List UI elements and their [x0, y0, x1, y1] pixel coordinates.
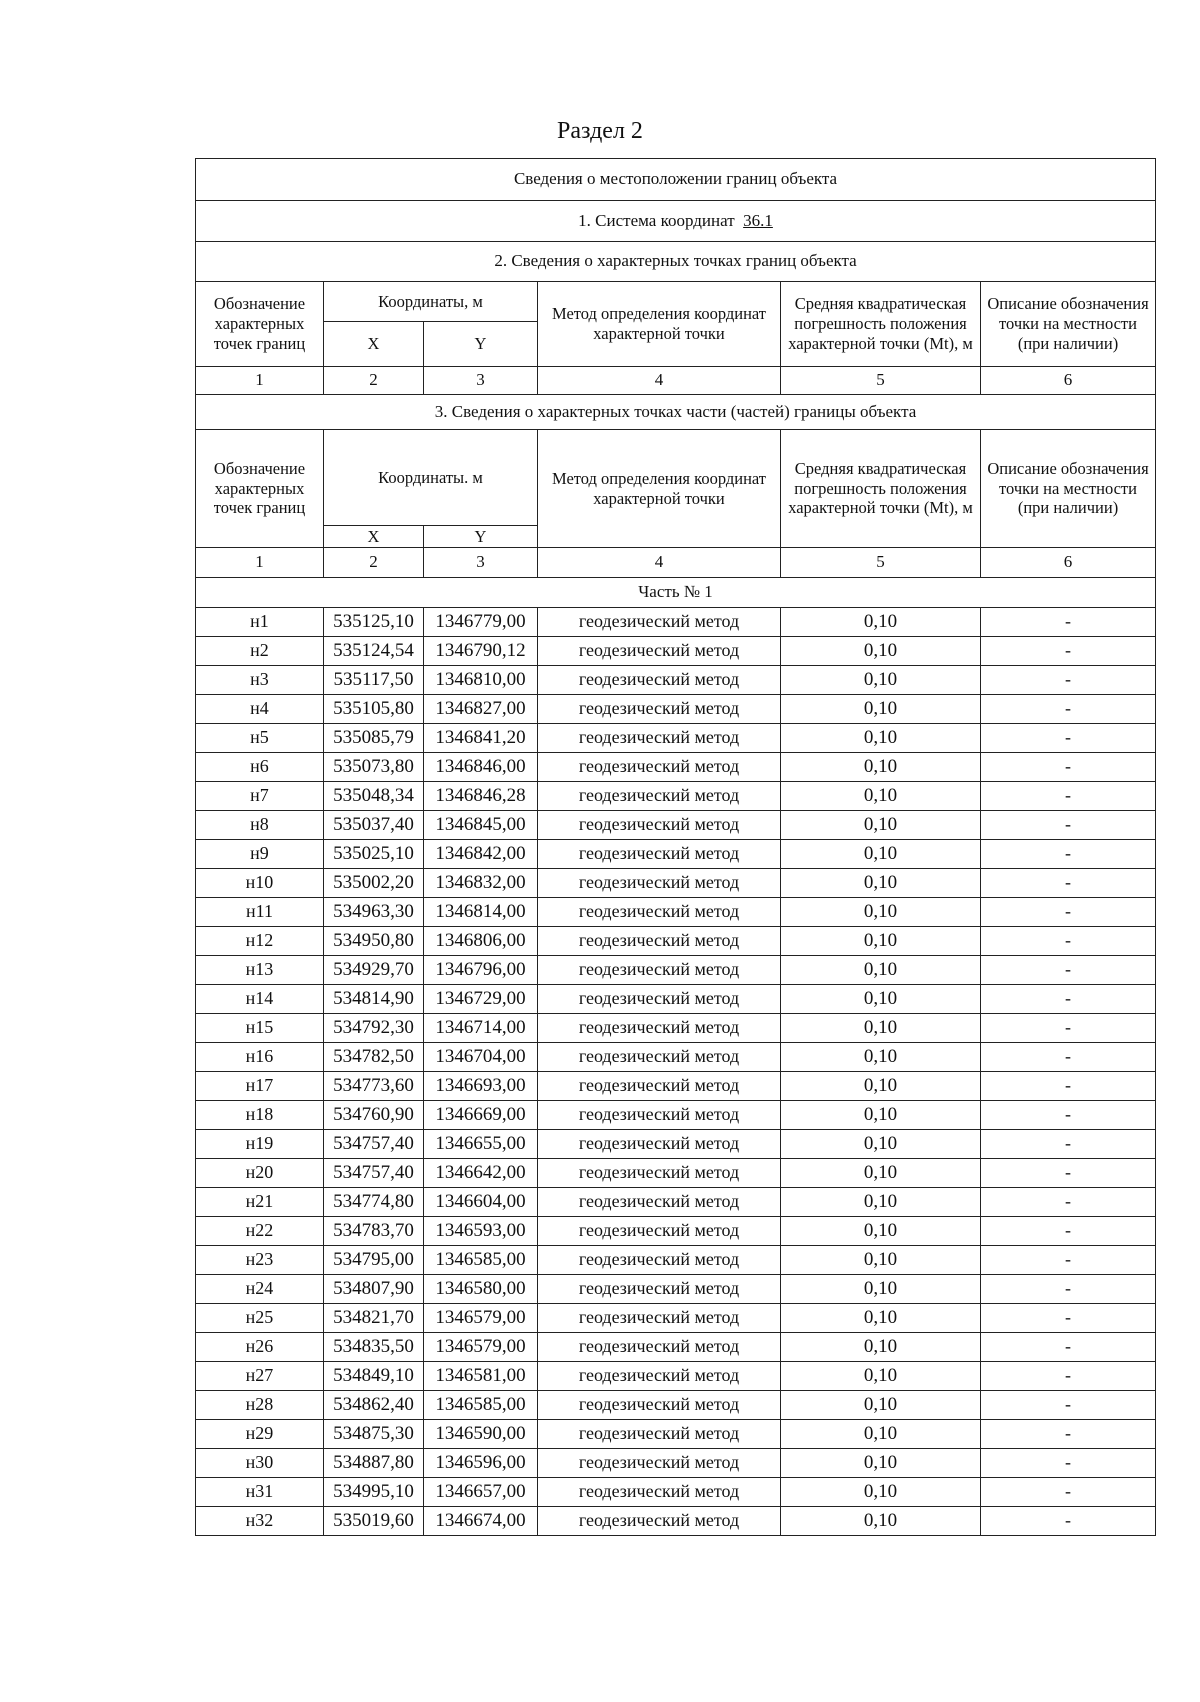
mt-value: 0,10: [781, 1449, 981, 1478]
mt-value: 0,10: [781, 1420, 981, 1449]
col-number: 6: [981, 367, 1156, 395]
description: -: [981, 695, 1156, 724]
table-row: [196, 1188, 1156, 1217]
col-number: 3: [424, 367, 538, 395]
description: -: [981, 637, 1156, 666]
point-id: н1: [196, 608, 324, 637]
point-id: н26: [196, 1333, 324, 1362]
coord-y: 1346596,00: [424, 1449, 538, 1478]
coord-y: 1346846,28: [424, 782, 538, 811]
coord-x: 534760,90: [324, 1101, 424, 1130]
description: -: [981, 1130, 1156, 1159]
table-row: [196, 1014, 1156, 1043]
method: геодезический метод: [538, 1130, 781, 1159]
method: геодезический метод: [538, 1333, 781, 1362]
mt-value: 0,10: [781, 1217, 981, 1246]
coord-y: 1346593,00: [424, 1217, 538, 1246]
description: -: [981, 840, 1156, 869]
coord-y: 1346642,00: [424, 1159, 538, 1188]
coord-x: 534929,70: [324, 956, 424, 985]
mt-value: 0,10: [781, 1130, 981, 1159]
table-row: [196, 927, 1156, 956]
table-row: [196, 1275, 1156, 1304]
mt-value: 0,10: [781, 1246, 981, 1275]
table-row: [196, 1101, 1156, 1130]
coord-y: 1346832,00: [424, 869, 538, 898]
mt-value: 0,10: [781, 927, 981, 956]
coord-y: 1346655,00: [424, 1130, 538, 1159]
point-id: н5: [196, 724, 324, 753]
coord-y: 1346714,00: [424, 1014, 538, 1043]
table-row: [196, 1072, 1156, 1101]
method: геодезический метод: [538, 637, 781, 666]
method: геодезический метод: [538, 1217, 781, 1246]
coord-x: 534835,50: [324, 1333, 424, 1362]
mt-value: 0,10: [781, 1188, 981, 1217]
coord-x: 534773,60: [324, 1072, 424, 1101]
mt-value: 0,10: [781, 1478, 981, 1507]
mt-value: 0,10: [781, 1391, 981, 1420]
point-id: н23: [196, 1246, 324, 1275]
point-id: н7: [196, 782, 324, 811]
table-row: [196, 608, 1156, 637]
table-row: [196, 1362, 1156, 1391]
point-id: н21: [196, 1188, 324, 1217]
coord-y: 1346581,00: [424, 1362, 538, 1391]
method: геодезический метод: [538, 1420, 781, 1449]
description: -: [981, 1246, 1156, 1275]
table-row: [196, 782, 1156, 811]
coord-x: 534995,10: [324, 1478, 424, 1507]
method: геодезический метод: [538, 898, 781, 927]
coord-y: 1346806,00: [424, 927, 538, 956]
coord-x: 534821,70: [324, 1304, 424, 1333]
header1-coords: Координаты, м: [324, 282, 538, 322]
header2-y: Y: [424, 526, 538, 548]
coord-y: 1346729,00: [424, 985, 538, 1014]
method: геодезический метод: [538, 782, 781, 811]
mt-value: 0,10: [781, 956, 981, 985]
header1-y: Y: [424, 322, 538, 367]
col-number: 6: [981, 548, 1156, 578]
description: -: [981, 956, 1156, 985]
table-row: [196, 1217, 1156, 1246]
header2-coords: Координаты. м: [324, 430, 538, 526]
point-id: н2: [196, 637, 324, 666]
coord-x: 534782,50: [324, 1043, 424, 1072]
point-id: н9: [196, 840, 324, 869]
col-number: 5: [781, 548, 981, 578]
col-number: 5: [781, 367, 981, 395]
method: геодезический метод: [538, 1188, 781, 1217]
point-id: н30: [196, 1449, 324, 1478]
method: геодезический метод: [538, 1014, 781, 1043]
table-row: [196, 1507, 1156, 1536]
table-row: [196, 985, 1156, 1014]
table-row: [196, 753, 1156, 782]
description: -: [981, 1449, 1156, 1478]
header2-method: Метод определения координат характерной точки: [538, 430, 781, 548]
coord-x: 534757,40: [324, 1159, 424, 1188]
coord-x: 534849,10: [324, 1362, 424, 1391]
table-row: [196, 869, 1156, 898]
method: геодезический метод: [538, 1478, 781, 1507]
method: геодезический метод: [538, 956, 781, 985]
coord-x: 534875,30: [324, 1420, 424, 1449]
method: геодезический метод: [538, 666, 781, 695]
coord-x: 534814,90: [324, 985, 424, 1014]
coord-x: 535085,79: [324, 724, 424, 753]
coord-system-value: 36.1: [743, 210, 773, 230]
description: -: [981, 1159, 1156, 1188]
table-row: [196, 1304, 1156, 1333]
boundary-table: [195, 158, 1156, 1536]
description: -: [981, 1101, 1156, 1130]
section-title: Раздел 2: [557, 118, 643, 144]
description: -: [981, 1507, 1156, 1536]
description: -: [981, 1420, 1156, 1449]
table-row: [196, 1449, 1156, 1478]
mt-value: 0,10: [781, 608, 981, 637]
coord-y: 1346796,00: [424, 956, 538, 985]
method: геодезический метод: [538, 840, 781, 869]
description: -: [981, 1478, 1156, 1507]
table-row: [196, 956, 1156, 985]
method: геодезический метод: [538, 608, 781, 637]
point-id: н25: [196, 1304, 324, 1333]
coord-y: 1346810,00: [424, 666, 538, 695]
coord-y: 1346779,00: [424, 608, 538, 637]
header2-desc: Описание обозначения точки на местности (при наличии): [981, 430, 1156, 548]
coord-x: 535025,10: [324, 840, 424, 869]
table-title: Сведения о местоположении границ объекта: [196, 159, 1156, 201]
coord-x: 535125,10: [324, 608, 424, 637]
col-number: 3: [424, 548, 538, 578]
table-row: [196, 666, 1156, 695]
coord-x: 534783,70: [324, 1217, 424, 1246]
table-row: [196, 898, 1156, 927]
coord-x: 534807,90: [324, 1275, 424, 1304]
description: -: [981, 1391, 1156, 1420]
method: геодезический метод: [538, 1246, 781, 1275]
table-row: [196, 840, 1156, 869]
coord-y: 1346657,00: [424, 1478, 538, 1507]
method: геодезический метод: [538, 1159, 781, 1188]
description: -: [981, 1188, 1156, 1217]
table-row: [196, 1420, 1156, 1449]
coord-x: 535048,34: [324, 782, 424, 811]
method: геодезический метод: [538, 724, 781, 753]
point-id: н19: [196, 1130, 324, 1159]
table-row: [196, 637, 1156, 666]
coord-y: 1346590,00: [424, 1420, 538, 1449]
mt-value: 0,10: [781, 695, 981, 724]
description: -: [981, 1275, 1156, 1304]
mt-value: 0,10: [781, 1304, 981, 1333]
description: -: [981, 666, 1156, 695]
point-id: н15: [196, 1014, 324, 1043]
description: -: [981, 1333, 1156, 1362]
method: геодезический метод: [538, 1304, 781, 1333]
coord-y: 1346585,00: [424, 1391, 538, 1420]
description: -: [981, 1304, 1156, 1333]
coord-x: 534950,80: [324, 927, 424, 956]
coord-x: 534792,30: [324, 1014, 424, 1043]
mt-value: 0,10: [781, 782, 981, 811]
mt-value: 0,10: [781, 724, 981, 753]
coord-system-row: [196, 201, 1156, 242]
method: геодезический метод: [538, 1391, 781, 1420]
coord-x: 535073,80: [324, 753, 424, 782]
mt-value: 0,10: [781, 666, 981, 695]
header1-x: X: [324, 322, 424, 367]
description: -: [981, 753, 1156, 782]
coord-x: 535037,40: [324, 811, 424, 840]
mt-value: 0,10: [781, 869, 981, 898]
description: -: [981, 1362, 1156, 1391]
point-id: н29: [196, 1420, 324, 1449]
method: геодезический метод: [538, 1043, 781, 1072]
point-id: н6: [196, 753, 324, 782]
header2-x: X: [324, 526, 424, 548]
description: -: [981, 1217, 1156, 1246]
table-row: [196, 724, 1156, 753]
point-id: н8: [196, 811, 324, 840]
point-id: н14: [196, 985, 324, 1014]
table-row: [196, 1159, 1156, 1188]
method: геодезический метод: [538, 1101, 781, 1130]
description: -: [981, 724, 1156, 753]
coord-x: 535019,60: [324, 1507, 424, 1536]
point-id: н27: [196, 1362, 324, 1391]
coord-y: 1346827,00: [424, 695, 538, 724]
description: -: [981, 608, 1156, 637]
table-row: [196, 1246, 1156, 1275]
coord-y: 1346693,00: [424, 1072, 538, 1101]
mt-value: 0,10: [781, 1043, 981, 1072]
coord-y: 1346842,00: [424, 840, 538, 869]
coord-x: 534887,80: [324, 1449, 424, 1478]
coord-y: 1346580,00: [424, 1275, 538, 1304]
header1-method: Метод определения координат характерной точки: [538, 282, 781, 367]
mt-value: 0,10: [781, 898, 981, 927]
table-row: [196, 1478, 1156, 1507]
header1-error: Средняя квадратическая погрешность положения характерной точки (Mt), м: [781, 282, 981, 367]
col-number: 1: [196, 367, 324, 395]
table-row: [196, 1043, 1156, 1072]
coord-x: 534774,80: [324, 1188, 424, 1217]
mt-value: 0,10: [781, 985, 981, 1014]
coord-x: 535105,80: [324, 695, 424, 724]
coord-y: 1346790,12: [424, 637, 538, 666]
coord-x: 534795,00: [324, 1246, 424, 1275]
method: геодезический метод: [538, 1507, 781, 1536]
method: геодезический метод: [538, 1449, 781, 1478]
mt-value: 0,10: [781, 840, 981, 869]
method: геодезический метод: [538, 1362, 781, 1391]
mt-value: 0,10: [781, 637, 981, 666]
section2-title: 2. Сведения о характерных точках границ объекта: [196, 242, 1156, 282]
mt-value: 0,10: [781, 753, 981, 782]
coord-y: 1346579,00: [424, 1304, 538, 1333]
table-row: [196, 1333, 1156, 1362]
description: -: [981, 869, 1156, 898]
part-label: Часть № 1: [196, 578, 1156, 608]
coord-x: 535124,54: [324, 637, 424, 666]
description: -: [981, 782, 1156, 811]
coord-y: 1346604,00: [424, 1188, 538, 1217]
point-id: н22: [196, 1217, 324, 1246]
coord-y: 1346841,20: [424, 724, 538, 753]
coord-y: 1346704,00: [424, 1043, 538, 1072]
header1-desc: Описание обозначения точки на местности (при наличии): [981, 282, 1156, 367]
mt-value: 0,10: [781, 1101, 981, 1130]
mt-value: 0,10: [781, 811, 981, 840]
coord-y: 1346814,00: [424, 898, 538, 927]
col-number: 4: [538, 548, 781, 578]
point-id: н17: [196, 1072, 324, 1101]
point-id: н32: [196, 1507, 324, 1536]
coord-x: 535002,20: [324, 869, 424, 898]
point-id: н3: [196, 666, 324, 695]
method: геодезический метод: [538, 1072, 781, 1101]
mt-value: 0,10: [781, 1333, 981, 1362]
coord-x: 534963,30: [324, 898, 424, 927]
method: геодезический метод: [538, 811, 781, 840]
description: -: [981, 985, 1156, 1014]
section3-title: 3. Сведения о характерных точках части (частей) границы объекта: [196, 395, 1156, 430]
mt-value: 0,10: [781, 1275, 981, 1304]
point-id: н24: [196, 1275, 324, 1304]
coord-y: 1346674,00: [424, 1507, 538, 1536]
col-number: 4: [538, 367, 781, 395]
table-row: [196, 811, 1156, 840]
coord-system-label: 1. Система координат: [578, 210, 735, 230]
header1-col1: Обозначение характерных точек границ: [196, 282, 324, 367]
point-id: н16: [196, 1043, 324, 1072]
mt-value: 0,10: [781, 1014, 981, 1043]
mt-value: 0,10: [781, 1362, 981, 1391]
method: геодезический метод: [538, 695, 781, 724]
point-id: н10: [196, 869, 324, 898]
col-number: 1: [196, 548, 324, 578]
mt-value: 0,10: [781, 1507, 981, 1536]
table-row: [196, 1391, 1156, 1420]
point-id: н4: [196, 695, 324, 724]
header2-col1: Обозначение характерных точек границ: [196, 430, 324, 548]
mt-value: 0,10: [781, 1072, 981, 1101]
description: -: [981, 1072, 1156, 1101]
point-id: н28: [196, 1391, 324, 1420]
method: геодезический метод: [538, 753, 781, 782]
coord-y: 1346845,00: [424, 811, 538, 840]
point-id: н20: [196, 1159, 324, 1188]
method: геодезический метод: [538, 985, 781, 1014]
description: -: [981, 927, 1156, 956]
header2-error: Средняя квадратическая погрешность положения характерной точки (Mt), м: [781, 430, 981, 548]
point-id: н13: [196, 956, 324, 985]
coord-x: 535117,50: [324, 666, 424, 695]
coord-y: 1346585,00: [424, 1246, 538, 1275]
coord-y: 1346579,00: [424, 1333, 538, 1362]
coord-x: 534862,40: [324, 1391, 424, 1420]
col-number: 2: [324, 367, 424, 395]
table-row: [196, 1130, 1156, 1159]
point-id: н12: [196, 927, 324, 956]
mt-value: 0,10: [781, 1159, 981, 1188]
point-id: н31: [196, 1478, 324, 1507]
coord-y: 1346669,00: [424, 1101, 538, 1130]
method: геодезический метод: [538, 1275, 781, 1304]
method: геодезический метод: [538, 869, 781, 898]
point-id: н11: [196, 898, 324, 927]
coord-y: 1346846,00: [424, 753, 538, 782]
method: геодезический метод: [538, 927, 781, 956]
col-number: 2: [324, 548, 424, 578]
point-id: н18: [196, 1101, 324, 1130]
description: -: [981, 1043, 1156, 1072]
table-row: [196, 695, 1156, 724]
description: -: [981, 811, 1156, 840]
description: -: [981, 898, 1156, 927]
description: -: [981, 1014, 1156, 1043]
coord-x: 534757,40: [324, 1130, 424, 1159]
